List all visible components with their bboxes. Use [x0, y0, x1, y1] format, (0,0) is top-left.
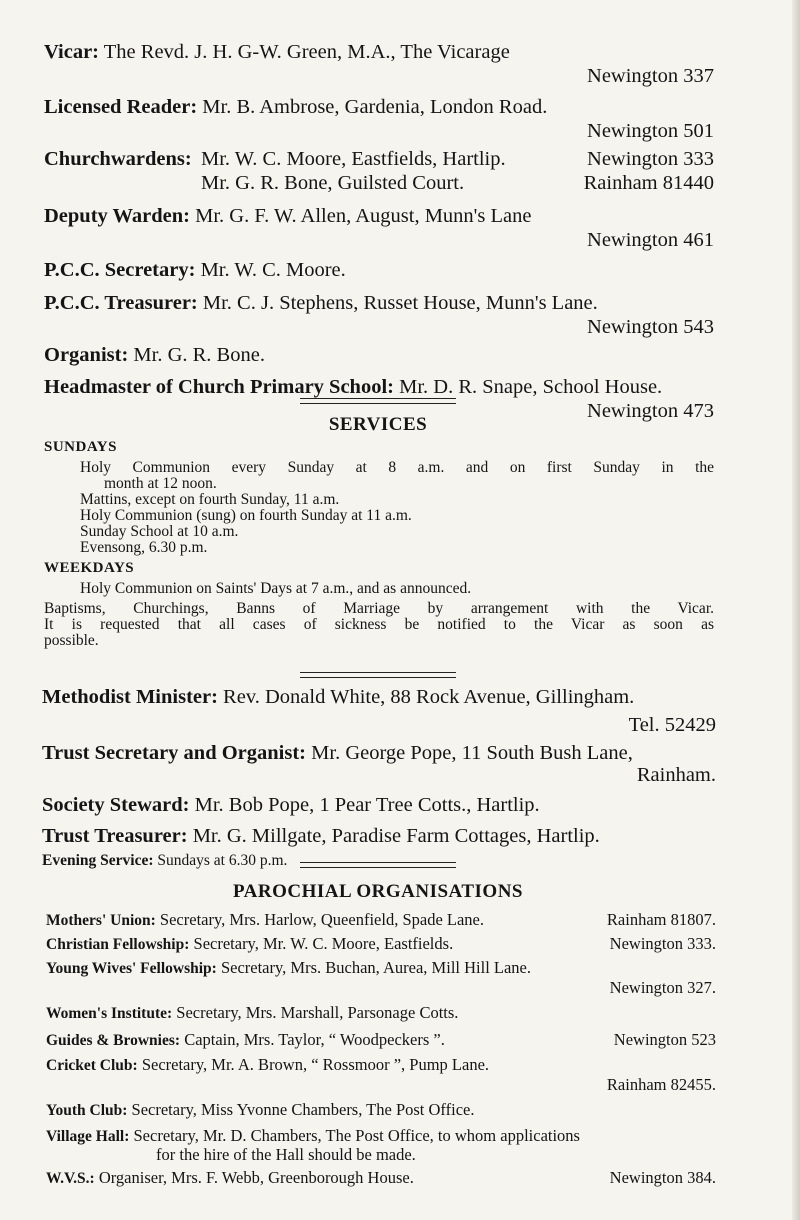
trust-treasurer-text: Mr. G. Millgate, Paradise Farm Cottages, Hartlip. — [192, 825, 600, 847]
org-entry — [46, 958, 716, 997]
org-text: Organiser, Mrs. F. Webb, Greenborough House. — [98, 1168, 414, 1187]
churchwarden-2: Mr. G. R. Bone, Guilsted Court. — [201, 172, 465, 194]
org-text: Secretary, Miss Yvonne Chambers, The Post Office. — [131, 1100, 475, 1119]
divider-rule — [300, 398, 456, 404]
org-text-cont: for the hire of the Hall should be made. — [156, 1145, 416, 1164]
org-entry — [46, 1030, 716, 1050]
services-section — [44, 438, 714, 649]
org-entry — [46, 934, 716, 954]
org-text: Secretary, Mrs. Marshall, Parsonage Cotts. — [176, 1003, 459, 1022]
pcc-treasurer-text: Mr. C. J. Stephens, Russet House, Munn's Lane. — [202, 292, 598, 314]
parochial-section — [46, 910, 716, 1188]
churchwarden-1: Mr. W. C. Moore, Eastfields, Hartlip. — [201, 148, 506, 170]
org-entry — [46, 1055, 716, 1094]
org-entry — [46, 1168, 716, 1188]
sundays-label: SUNDAYS — [44, 439, 117, 455]
churchwarden-1-phone: Newington 333 — [587, 148, 714, 170]
society-steward-label: Society Steward: — [42, 794, 190, 816]
sunday-service-line: Holy Communion every Sunday at 8 a.m. and on first Sunday in the — [80, 459, 714, 476]
deputy-phone: Newington 461 — [587, 229, 714, 251]
methodist-minister-label: Methodist Minister: — [42, 686, 218, 708]
reader-label: Licensed Reader: — [44, 96, 198, 118]
vicar-label: Vicar: — [44, 41, 100, 63]
org-label: Young Wives' Fellowship: — [46, 960, 217, 977]
org-label: Youth Club: — [46, 1102, 128, 1119]
deputy-entry — [44, 204, 714, 251]
pcc-treasurer-label: P.C.C. Treasurer: — [44, 292, 198, 314]
weekdays-label: WEEKDAYS — [44, 560, 135, 576]
org-text: Captain, Mrs. Taylor, “ Woodpeckers ”. — [184, 1030, 445, 1049]
weekdays-service: Holy Communion on Saints' Days at 7 a.m., and as announced. — [80, 580, 472, 597]
note-line: Baptisms, Churchings, Banns of Marriage by arrangement with the Vicar. — [44, 600, 714, 617]
pcc-secretary-entry — [44, 258, 714, 283]
methodist-section — [42, 686, 716, 871]
sunday-service-line: month at 12 noon. — [104, 475, 217, 492]
org-phone: Newington 333. — [609, 934, 716, 953]
org-phone: Newington 523 — [613, 1030, 716, 1049]
church-officers — [44, 40, 714, 422]
org-entry — [46, 1100, 716, 1120]
divider-rule — [300, 862, 456, 868]
note-line: possible. — [44, 632, 99, 649]
org-label: Guides & Brownies: — [46, 1032, 181, 1049]
pcc-treasurer-phone: Newington 543 — [587, 316, 714, 338]
churchwardens-entry — [44, 148, 714, 198]
methodist-minister-text: Rev. Donald White, 88 Rock Avenue, Gillingham. — [223, 686, 635, 708]
deputy-label: Deputy Warden: — [44, 205, 190, 227]
headmaster-text: Mr. D. R. Snape, School House. — [399, 376, 663, 398]
parochial-heading: PAROCHIAL ORGANISATIONS — [232, 881, 524, 902]
society-steward-text: Mr. Bob Pope, 1 Pear Tree Cotts., Hartlip. — [194, 794, 540, 816]
org-label: W.V.S.: — [46, 1170, 95, 1187]
vicar-entry — [44, 40, 714, 87]
organist-label: Organist: — [44, 344, 129, 366]
reader-entry — [44, 95, 714, 142]
sunday-service-line: Mattins, except on fourth Sunday, 11 a.m. — [80, 491, 340, 508]
vicar-phone: Newington 337 — [587, 65, 714, 87]
services-note — [44, 601, 714, 649]
org-text: Secretary, Mr. D. Chambers, The Post Office, to whom applications — [133, 1126, 580, 1145]
evening-service-text: Sundays at 6.30 p.m. — [157, 852, 288, 869]
org-text: Secretary, Mr. W. C. Moore, Eastfields. — [193, 934, 454, 953]
reader-phone: Newington 501 — [587, 120, 714, 142]
org-phone: Newington 384. — [609, 1168, 716, 1187]
organist-entry — [44, 343, 714, 368]
org-entry — [46, 1126, 716, 1163]
org-phone: Rainham 81807. — [606, 910, 716, 929]
vicar-text: The Revd. J. H. G-W. Green, M.A., The Vicarage — [103, 41, 510, 63]
headmaster-phone: Newington 473 — [587, 400, 714, 422]
org-label: Christian Fellowship: — [46, 936, 190, 953]
sunday-service-line: Evensong, 6.30 p.m. — [80, 539, 208, 556]
organist-text: Mr. G. R. Bone. — [133, 344, 265, 366]
org-text: Secretary, Mr. A. Brown, “ Rossmoor ”, Pump Lane. — [141, 1055, 490, 1074]
trust-secretary-label: Trust Secretary and Organist: — [42, 742, 307, 764]
org-phone: Newington 327. — [609, 978, 716, 997]
trust-secretary-text: Mr. George Pope, 11 South Bush Lane, — [311, 742, 633, 764]
deputy-text: Mr. G. F. W. Allen, August, Munn's Lane — [195, 205, 532, 227]
evening-service-label: Evening Service: — [42, 852, 154, 869]
org-label: Village Hall: — [46, 1128, 130, 1145]
reader-text: Mr. B. Ambrose, Gardenia, London Road. — [202, 96, 548, 118]
sunday-service-line: Sunday School at 10 a.m. — [80, 523, 239, 540]
sundays-list — [44, 460, 714, 556]
org-phone: Rainham 82455. — [606, 1075, 716, 1094]
headmaster-label: Headmaster of Church Primary School: — [44, 376, 394, 398]
pcc-secretary-label: P.C.C. Secretary: — [44, 259, 196, 281]
trust-treasurer-label: Trust Treasurer: — [42, 825, 188, 847]
org-label: Mothers' Union: — [46, 912, 156, 929]
org-text: Secretary, Mrs. Buchan, Aurea, Mill Hill Lane. — [220, 958, 532, 977]
org-label: Women's Institute: — [46, 1005, 173, 1022]
churchwarden-2-phone: Rainham 81440 — [583, 172, 714, 194]
services-heading: SERVICES — [328, 414, 428, 435]
pcc-secretary-text: Mr. W. C. Moore. — [200, 259, 346, 281]
org-entry — [46, 1003, 716, 1023]
org-text: Secretary, Mrs. Harlow, Queenfield, Spade Lane. — [159, 910, 484, 929]
methodist-minister-phone: Tel. 52429 — [628, 714, 716, 736]
note-line: It is requested that all cases of sickness be notified to the Vicar as soon as — [44, 616, 714, 633]
divider-rule — [300, 672, 456, 678]
trust-secretary-cont: Rainham. — [636, 764, 716, 786]
sunday-service-line: Holy Communion (sung) on fourth Sunday at 11 a.m. — [80, 507, 412, 524]
org-entry — [46, 910, 716, 930]
churchwardens-label: Churchwardens: — [44, 148, 192, 170]
pcc-treasurer-entry — [44, 291, 714, 338]
org-label: Cricket Club: — [46, 1057, 138, 1074]
page-edge — [792, 0, 800, 1220]
